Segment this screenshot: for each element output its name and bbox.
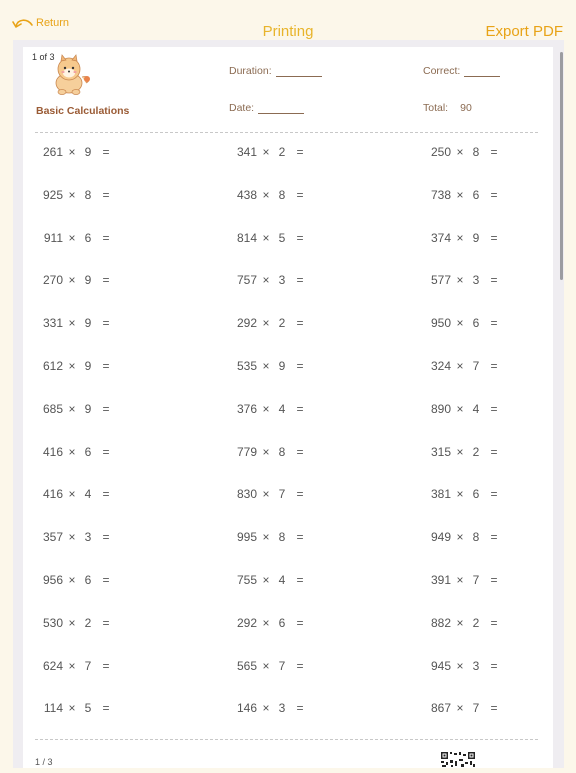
- operand-b: 3: [472, 273, 480, 288]
- equals-sign: =: [490, 573, 498, 587]
- nav-title: Printing: [262, 23, 314, 40]
- equals-sign: =: [102, 230, 110, 245]
- total-label: Total:: [423, 102, 449, 114]
- equals-sign: =: [490, 658, 498, 673]
- problem-row: [23, 188, 553, 208]
- problem: [37, 145, 117, 159]
- equals-sign: =: [102, 401, 110, 416]
- equals-sign: =: [102, 658, 110, 673]
- equals-sign: =: [296, 145, 304, 159]
- problem: [37, 445, 117, 459]
- problem: [37, 231, 117, 245]
- operator: ×: [262, 230, 270, 245]
- operator: ×: [68, 615, 76, 630]
- operand-b: 9: [84, 316, 92, 331]
- problem: [231, 145, 311, 159]
- operand-b: 4: [278, 573, 286, 587]
- problem-row: [23, 273, 553, 293]
- operand-b: 6: [84, 230, 92, 245]
- equals-sign: =: [296, 658, 304, 673]
- operator: ×: [456, 230, 464, 245]
- operand-b: 9: [84, 401, 92, 416]
- operand-a: 945: [430, 658, 451, 673]
- problem: [425, 402, 505, 416]
- page-indicator: 1 of 3: [32, 52, 55, 62]
- problem-row: [23, 487, 553, 507]
- operand-a: 374: [430, 230, 451, 245]
- problem: [231, 616, 311, 630]
- equals-sign: =: [296, 487, 304, 502]
- operator: ×: [68, 230, 76, 245]
- operand-a: 757: [236, 273, 257, 288]
- problem: [231, 316, 311, 330]
- operand-a: 779: [236, 444, 257, 459]
- operand-b: 9: [84, 273, 92, 288]
- equals-sign: =: [490, 316, 498, 331]
- equals-sign: =: [490, 187, 498, 202]
- duration-label: Duration:: [229, 65, 272, 77]
- operand-b: 6: [472, 316, 480, 331]
- equals-sign: =: [296, 187, 304, 202]
- operand-b: 3: [84, 530, 92, 545]
- equals-sign: =: [490, 615, 498, 630]
- problem: [231, 487, 311, 501]
- operand-b: 7: [472, 359, 480, 373]
- problem: [425, 145, 505, 159]
- problem: [231, 402, 311, 416]
- operand-a: 324: [430, 359, 451, 373]
- equals-sign: =: [490, 487, 498, 502]
- operator: ×: [262, 487, 270, 502]
- equals-sign: =: [102, 187, 110, 202]
- operator: ×: [456, 359, 464, 373]
- problem-row: [23, 316, 553, 336]
- problem-row: [23, 402, 553, 422]
- operator: ×: [262, 658, 270, 673]
- operand-a: 738: [430, 187, 451, 202]
- operand-b: 8: [278, 187, 286, 202]
- operand-a: 331: [42, 316, 63, 331]
- operand-b: 5: [84, 701, 92, 716]
- operator: ×: [456, 658, 464, 673]
- problem: [231, 359, 311, 373]
- operand-a: 341: [236, 145, 257, 159]
- equals-sign: =: [296, 701, 304, 716]
- operand-a: 925: [42, 187, 63, 202]
- operand-a: 577: [430, 273, 451, 288]
- operand-a: 956: [42, 573, 63, 587]
- problem: [425, 445, 505, 459]
- operand-b: 8: [84, 187, 92, 202]
- problem: [425, 273, 505, 287]
- operator: ×: [456, 187, 464, 202]
- equals-sign: =: [296, 359, 304, 373]
- equals-sign: =: [296, 444, 304, 459]
- operator: ×: [262, 401, 270, 416]
- equals-sign: =: [102, 701, 110, 716]
- problem-row: [23, 701, 553, 721]
- operand-a: 438: [236, 187, 257, 202]
- duration-field: [229, 65, 322, 77]
- operand-a: 357: [42, 530, 63, 545]
- problem: [231, 231, 311, 245]
- operand-a: 685: [42, 401, 63, 416]
- operand-b: 6: [84, 444, 92, 459]
- total-field: [423, 102, 472, 114]
- operator: ×: [262, 530, 270, 545]
- operator: ×: [262, 444, 270, 459]
- operand-a: 250: [430, 145, 451, 159]
- problem: [37, 359, 117, 373]
- correct-label: Correct:: [423, 65, 461, 77]
- operator: ×: [262, 316, 270, 331]
- date-blank: [258, 102, 304, 114]
- equals-sign: =: [490, 273, 498, 288]
- operand-b: 8: [278, 444, 286, 459]
- problem-row: [23, 616, 553, 636]
- operand-b: 8: [472, 145, 480, 159]
- operand-a: 890: [430, 401, 451, 416]
- operator: ×: [456, 401, 464, 416]
- operand-a: 830: [236, 487, 257, 502]
- equals-sign: =: [102, 273, 110, 288]
- problem: [231, 701, 311, 715]
- operator: ×: [262, 273, 270, 288]
- equals-sign: =: [490, 530, 498, 545]
- operator: ×: [456, 273, 464, 288]
- problem-row: [23, 573, 553, 593]
- problem: [37, 616, 117, 630]
- vertical-scrollbar[interactable]: [560, 52, 563, 280]
- operator: ×: [456, 145, 464, 159]
- operand-a: 624: [42, 658, 63, 673]
- operand-a: 867: [430, 701, 451, 716]
- equals-sign: =: [102, 530, 110, 545]
- problem: [231, 573, 311, 587]
- operand-b: 8: [472, 530, 480, 545]
- export-pdf-button[interactable]: Export PDF: [485, 23, 563, 40]
- problem-row: [23, 145, 553, 165]
- problem: [231, 445, 311, 459]
- operand-b: 2: [472, 444, 480, 459]
- problem: [231, 530, 311, 544]
- footer-page-number: 1 / 3: [35, 757, 53, 767]
- operator: ×: [456, 530, 464, 545]
- operator: ×: [456, 615, 464, 630]
- problem-row: [23, 231, 553, 251]
- operator: ×: [68, 316, 76, 331]
- operand-a: 995: [236, 530, 257, 545]
- problem: [425, 487, 505, 501]
- operand-b: 3: [472, 658, 480, 673]
- operand-b: 9: [84, 359, 92, 373]
- operand-a: 114: [43, 701, 63, 716]
- operator: ×: [68, 701, 76, 716]
- operand-a: 416: [42, 487, 63, 502]
- operand-b: 4: [278, 401, 286, 416]
- equals-sign: =: [102, 487, 110, 502]
- operand-b: 9: [472, 230, 480, 245]
- operand-b: 6: [472, 487, 480, 502]
- operand-b: 8: [278, 530, 286, 545]
- correct-blank: [464, 65, 500, 77]
- operator: ×: [68, 145, 76, 159]
- operator: ×: [68, 658, 76, 673]
- problem: [37, 530, 117, 544]
- operand-a: 755: [236, 573, 257, 587]
- operand-b: 6: [84, 573, 92, 587]
- problem: [231, 659, 311, 673]
- problem-row: [23, 445, 553, 465]
- correct-field: [423, 65, 500, 77]
- operand-a: 535: [236, 359, 257, 373]
- operand-b: 3: [278, 273, 286, 288]
- operand-a: 315: [430, 444, 451, 459]
- operand-b: 7: [278, 487, 286, 502]
- problem: [37, 659, 117, 673]
- problem: [425, 659, 505, 673]
- operand-b: 4: [84, 487, 92, 502]
- problem-row: [23, 530, 553, 550]
- operand-a: 612: [42, 359, 63, 373]
- equals-sign: =: [490, 444, 498, 459]
- footer-divider: [35, 739, 538, 740]
- equals-sign: =: [490, 145, 498, 159]
- operand-b: 6: [472, 187, 480, 202]
- operator: ×: [262, 187, 270, 202]
- operand-b: 7: [472, 701, 480, 716]
- operand-a: 814: [236, 230, 257, 245]
- worksheet-title: Basic Calculations: [36, 105, 130, 117]
- operator: ×: [456, 487, 464, 502]
- worksheet-paper: [23, 47, 553, 768]
- problem: [37, 487, 117, 501]
- problem: [425, 701, 505, 715]
- problem: [425, 316, 505, 330]
- operand-a: 381: [430, 487, 451, 502]
- duration-blank: [276, 65, 322, 77]
- operand-b: 7: [84, 658, 92, 673]
- date-field: [229, 102, 304, 114]
- operand-a: 950: [430, 316, 451, 331]
- operand-b: 7: [472, 573, 480, 587]
- return-label: Return: [36, 17, 70, 29]
- operand-a: 530: [42, 615, 63, 630]
- operator: ×: [456, 316, 464, 331]
- operand-b: 9: [278, 359, 286, 373]
- total-value: 90: [460, 102, 472, 114]
- problem: [425, 188, 505, 202]
- equals-sign: =: [102, 359, 110, 373]
- operand-b: 6: [278, 615, 286, 630]
- equals-sign: =: [490, 359, 498, 373]
- operand-b: 2: [278, 145, 286, 159]
- operand-a: 292: [236, 316, 257, 331]
- pomeranian-mascot-icon: [47, 53, 97, 102]
- operand-b: 3: [278, 701, 286, 716]
- problem: [37, 573, 117, 587]
- date-label: Date:: [229, 102, 255, 114]
- operator: ×: [68, 359, 76, 373]
- operand-a: 292: [236, 615, 257, 630]
- operand-b: 2: [472, 615, 480, 630]
- problem: [425, 573, 505, 587]
- operator: ×: [68, 444, 76, 459]
- problem: [425, 231, 505, 245]
- equals-sign: =: [490, 401, 498, 416]
- operator: ×: [262, 615, 270, 630]
- operator: ×: [68, 530, 76, 545]
- top-bar: [0, 0, 576, 40]
- problem: [425, 359, 505, 373]
- operator: ×: [456, 701, 464, 716]
- equals-sign: =: [296, 273, 304, 288]
- qr-code-icon: [440, 751, 476, 768]
- operand-b: 4: [472, 401, 480, 416]
- equals-sign: =: [296, 230, 304, 245]
- operand-b: 5: [278, 230, 286, 245]
- operand-a: 376: [236, 401, 257, 416]
- problem-row: [23, 359, 553, 379]
- operand-a: 270: [42, 273, 63, 288]
- problem: [37, 402, 117, 416]
- operator: ×: [68, 273, 76, 288]
- equals-sign: =: [102, 316, 110, 331]
- problem: [425, 530, 505, 544]
- operator: ×: [262, 359, 270, 373]
- equals-sign: =: [102, 573, 110, 587]
- operand-a: 416: [42, 444, 63, 459]
- equals-sign: =: [490, 230, 498, 245]
- operand-a: 911: [43, 230, 63, 245]
- problem: [37, 316, 117, 330]
- header-divider: [35, 132, 538, 133]
- problem: [37, 188, 117, 202]
- operator: ×: [456, 444, 464, 459]
- equals-sign: =: [296, 530, 304, 545]
- problem-row: [23, 659, 553, 679]
- operand-a: 882: [430, 615, 451, 630]
- operand-a: 261: [42, 145, 63, 159]
- equals-sign: =: [296, 615, 304, 630]
- operand-b: 7: [278, 658, 286, 673]
- operator: ×: [68, 573, 76, 587]
- operator: ×: [262, 573, 270, 587]
- operator: ×: [262, 145, 270, 159]
- operand-b: 2: [278, 316, 286, 331]
- equals-sign: =: [490, 701, 498, 716]
- operand-a: 565: [236, 658, 257, 673]
- problem: [37, 273, 117, 287]
- equals-sign: =: [296, 316, 304, 331]
- operand-a: 391: [430, 573, 451, 587]
- operand-a: 146: [236, 701, 257, 716]
- operator: ×: [262, 701, 270, 716]
- problem: [231, 273, 311, 287]
- operator: ×: [456, 573, 464, 587]
- problem: [37, 701, 117, 715]
- operand-b: 9: [84, 145, 92, 159]
- equals-sign: =: [102, 145, 110, 159]
- equals-sign: =: [296, 401, 304, 416]
- equals-sign: =: [102, 444, 110, 459]
- operand-b: 2: [84, 615, 92, 630]
- equals-sign: =: [296, 573, 304, 587]
- operator: ×: [68, 487, 76, 502]
- operand-a: 949: [430, 530, 451, 545]
- equals-sign: =: [102, 615, 110, 630]
- operator: ×: [68, 401, 76, 416]
- problem: [425, 616, 505, 630]
- operator: ×: [68, 187, 76, 202]
- problem: [231, 188, 311, 202]
